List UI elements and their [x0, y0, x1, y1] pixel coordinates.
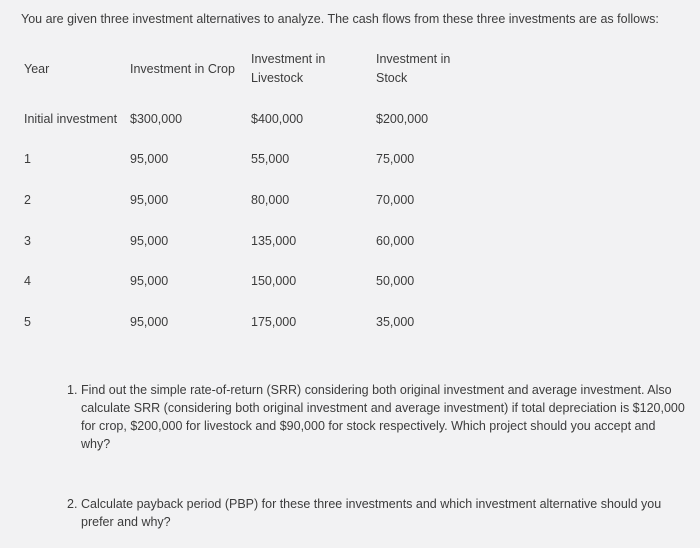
year-cell: 4: [24, 274, 31, 288]
stock-cell: 75,000: [376, 152, 415, 166]
crop-cell: 95,000: [130, 274, 169, 288]
crop-cell: 95,000: [130, 234, 169, 248]
livestock-cell: 55,000: [251, 152, 290, 166]
livestock-cell: 135,000: [251, 234, 297, 248]
year-cell: 2: [24, 193, 31, 207]
question-line: Find out the simple rate-of-return (SRR) considering both original investment and average investment. Also: [81, 383, 672, 397]
year-cell: 1: [24, 152, 31, 166]
question-line: for crop, $200,000 for livestock and $90,000 for stock respectively. Which project should you accept and: [81, 419, 656, 433]
header-stock-line2: Stock: [376, 71, 408, 85]
stock-cell: 50,000: [376, 274, 415, 288]
question-line: Calculate payback period (PBP) for these three investments and which investment alternative should you: [81, 497, 662, 511]
question-1: [67, 381, 691, 453]
question-number: 1.: [67, 383, 78, 397]
header-livestock-line2: Livestock: [251, 71, 304, 85]
livestock-cell: 80,000: [251, 193, 290, 207]
livestock-cell: 175,000: [251, 315, 297, 329]
header-year: Year: [24, 62, 50, 76]
crop-cell: 95,000: [130, 315, 169, 329]
stock-cell: 35,000: [376, 315, 415, 329]
question-line: prefer and why?: [81, 515, 171, 529]
crop-cell: 95,000: [130, 193, 169, 207]
question-2: [67, 495, 691, 531]
crop-cell: 95,000: [130, 152, 169, 166]
year-cell: 5: [24, 315, 31, 329]
question-line: calculate SRR (considering both original investment and average investment) if total depreciation is $120,000: [81, 401, 685, 415]
header-crop: Investment in Crop: [130, 62, 235, 76]
initial-livestock: $400,000: [251, 112, 304, 126]
header-stock-line1: Investment in: [376, 52, 451, 66]
header-livestock-line1: Investment in: [251, 52, 326, 66]
intro-text: You are given three investment alternatives to analyze. The cash flows from these three investments are as follows:: [21, 12, 659, 26]
initial-crop: $300,000: [130, 112, 183, 126]
livestock-cell: 150,000: [251, 274, 297, 288]
year-cell: 3: [24, 234, 31, 248]
stock-cell: 70,000: [376, 193, 415, 207]
initial-label: Initial investment: [24, 112, 118, 126]
question-number: 2.: [67, 497, 78, 511]
stock-cell: 60,000: [376, 234, 415, 248]
question-line: why?: [81, 437, 111, 451]
initial-stock: $200,000: [376, 112, 429, 126]
